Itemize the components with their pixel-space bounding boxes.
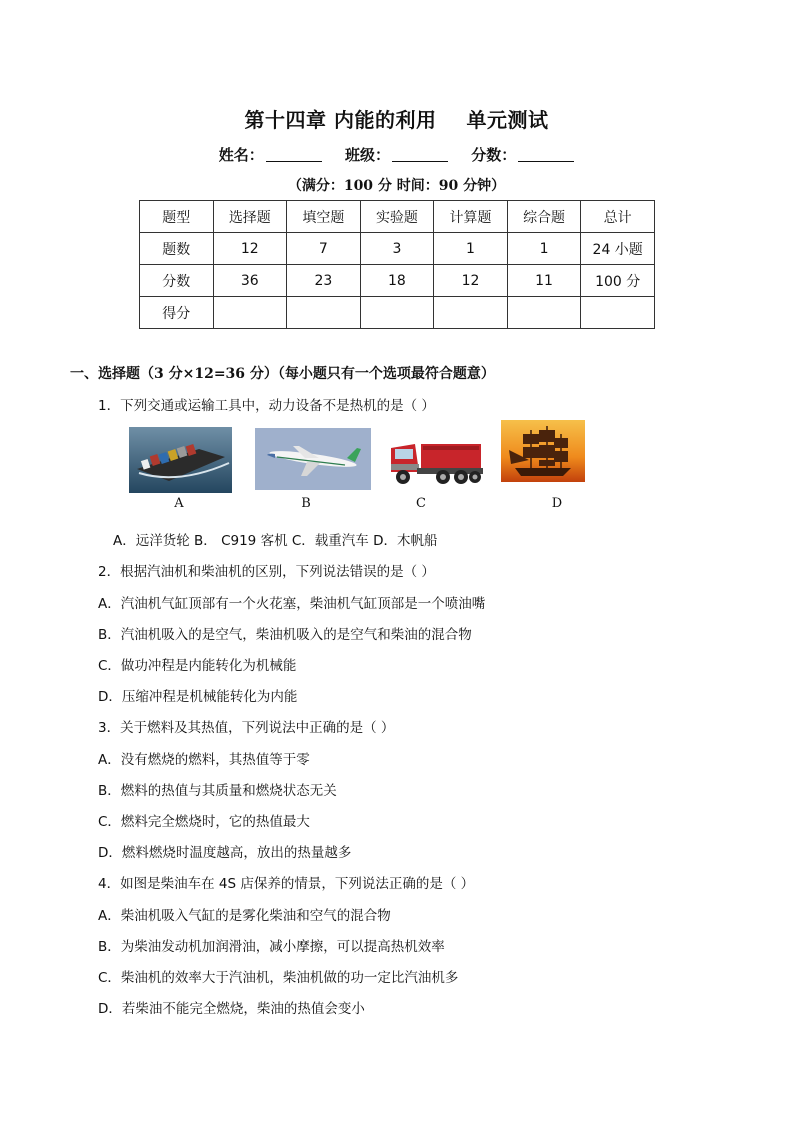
question-4-option-d: D．若柴油不能完全燃烧，柴油的热值会变小 <box>98 1001 365 1017</box>
table-cell: 分数 <box>140 265 214 297</box>
table-cell: 综合题 <box>507 201 581 233</box>
question-2-option-b: B．汽油机吸入的是空气，柴油机吸入的是空气和柴油的混合物 <box>98 627 472 643</box>
question-2-stem: 2．根据汽油机和柴油机的区别，下列说法错误的是（ ） <box>98 564 435 580</box>
score-input-cell[interactable] <box>434 297 508 329</box>
table-cell: 100 分 <box>581 265 655 297</box>
class-field <box>345 144 448 165</box>
image-caption-a: A <box>174 496 184 511</box>
question-2-option-d: D．压缩冲程是机械能转化为内能 <box>98 689 298 705</box>
score-input-cell[interactable] <box>213 297 287 329</box>
class-label: 班级： <box>344 146 390 164</box>
score-input-cell[interactable] <box>360 297 434 329</box>
question-1-stem: 1．下列交通或运输工具中，动力设备不是热机的是（ ） <box>98 398 435 414</box>
c919-aircraft-image <box>255 428 371 490</box>
score-field <box>471 144 574 165</box>
page-title <box>0 104 793 133</box>
table-row <box>140 265 655 297</box>
title-sub: 单元测试 <box>466 108 549 132</box>
table-cell: 12 <box>213 233 287 265</box>
table-cell: 7 <box>287 233 361 265</box>
table-cell: 18 <box>360 265 434 297</box>
exam-meta: （满分：100 分 时间：90 分钟） <box>287 178 506 194</box>
question-1-options: A．远洋货轮 B． C919 客机 C．载重汽车 D．木帆船 <box>113 533 438 549</box>
sailing-ship-image <box>501 420 585 482</box>
table-cell: 总计 <box>581 201 655 233</box>
table-cell: 选择题 <box>213 201 287 233</box>
question-2-option-a: A．汽油机气缸顶部有一个火花塞，柴油机气缸顶部是一个喷油嘴 <box>98 596 486 612</box>
table-cell: 12 <box>434 265 508 297</box>
question-2-option-c: C．做功冲程是内能转化为机械能 <box>98 658 297 674</box>
table-cell: 36 <box>213 265 287 297</box>
dump-truck-image <box>387 432 485 488</box>
table-row <box>140 201 655 233</box>
question-3-option-b: B．燃料的热值与其质量和燃烧状态无关 <box>98 783 337 799</box>
score-input-cell[interactable] <box>287 297 361 329</box>
score-blank <box>518 147 574 162</box>
question-3-option-d: D．燃料燃烧时温度越高，放出的热量越多 <box>98 845 352 861</box>
score-label: 分数： <box>471 146 517 164</box>
table-cell: 填空题 <box>287 201 361 233</box>
cargo-ship-image <box>129 427 232 493</box>
question-3-stem: 3．关于燃料及其热值，下列说法中正确的是（ ） <box>98 720 395 736</box>
question-4-option-c: C．柴油机的效率大于汽油机，柴油机做的功一定比汽油机多 <box>98 970 459 986</box>
table-cell: 3 <box>360 233 434 265</box>
score-input-cell[interactable] <box>507 297 581 329</box>
image-caption-b: B <box>301 496 311 511</box>
score-input-cell[interactable] <box>581 297 655 329</box>
table-row <box>140 297 655 329</box>
title-main: 第十四章 内能的利用 <box>244 108 437 132</box>
table-cell: 得分 <box>140 297 214 329</box>
table-cell: 题数 <box>140 233 214 265</box>
name-blank <box>266 147 322 162</box>
table-cell: 1 <box>507 233 581 265</box>
image-caption-c: C <box>416 496 426 511</box>
table-cell: 23 <box>287 265 361 297</box>
score-table <box>139 200 655 329</box>
name-field <box>219 144 322 165</box>
section-heading: 一、选择题（3 分×12=36 分）（每小题只有一个选项最符合题意） <box>70 366 495 382</box>
image-caption-d: D <box>551 496 563 511</box>
question-3-option-a: A．没有燃烧的燃料，其热值等于零 <box>98 752 310 768</box>
student-info <box>0 144 793 165</box>
class-blank <box>392 147 448 162</box>
table-row <box>140 233 655 265</box>
question-4-stem: 4．如图是柴油车在 4S 店保养的情景，下列说法正确的是（ ） <box>98 876 475 892</box>
table-cell: 计算题 <box>434 201 508 233</box>
question-3-option-c: C．燃料完全燃烧时，它的热值最大 <box>98 814 310 830</box>
question-4-option-a: A．柴油机吸入气缸的是雾化柴油和空气的混合物 <box>98 908 391 924</box>
table-cell: 24 小题 <box>581 233 655 265</box>
table-cell: 1 <box>434 233 508 265</box>
table-cell: 实验题 <box>360 201 434 233</box>
table-cell: 题型 <box>140 201 214 233</box>
table-cell: 11 <box>507 265 581 297</box>
question-4-option-b: B．为柴油发动机加润滑油，减小摩擦，可以提高热机效率 <box>98 939 445 955</box>
name-label: 姓名： <box>218 146 264 164</box>
